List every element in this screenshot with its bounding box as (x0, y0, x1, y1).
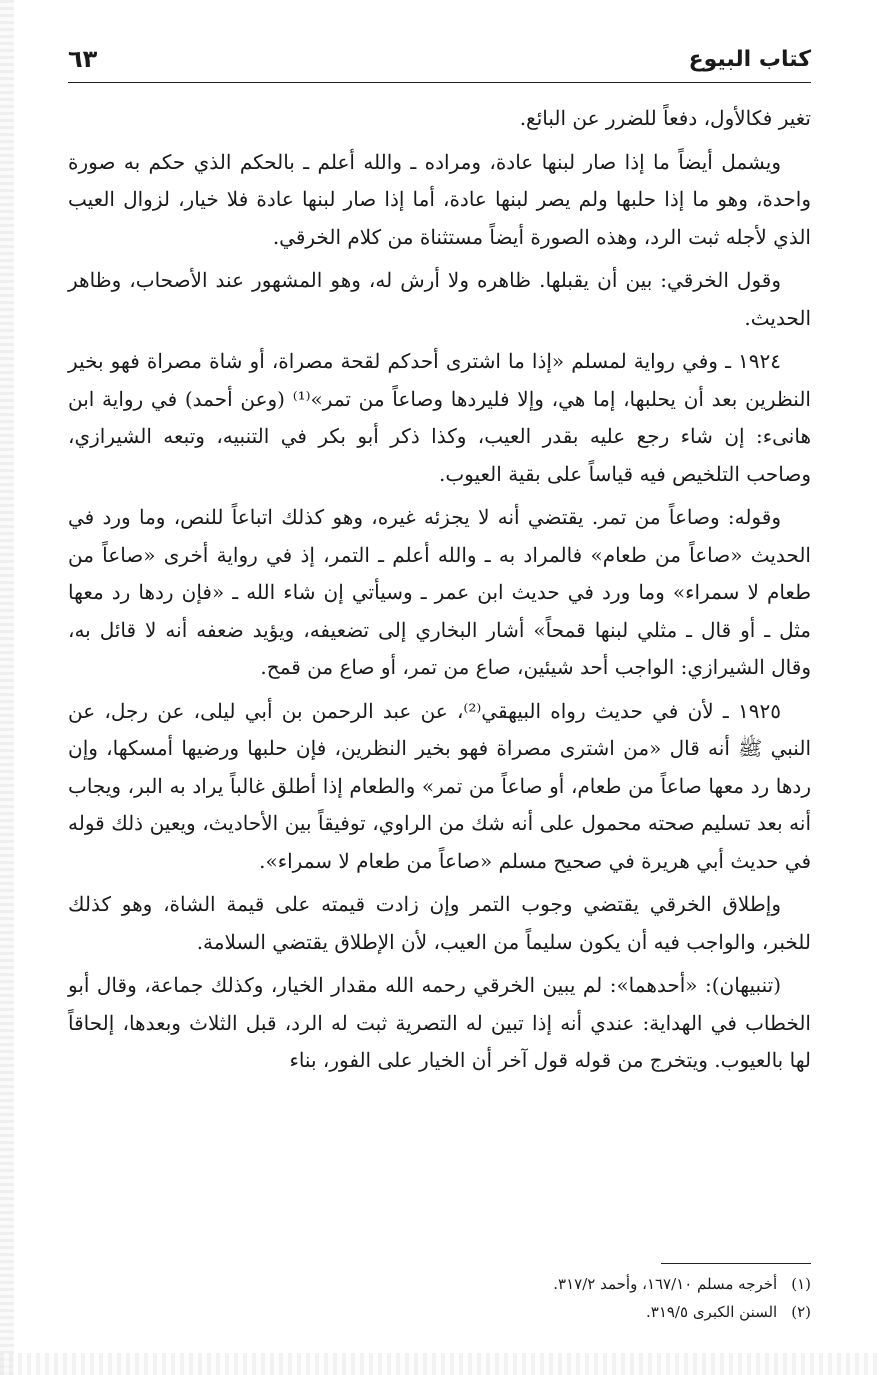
running-title: كتاب البيوع (688, 46, 811, 72)
footnote-item (68, 1298, 811, 1326)
paragraph: وقول الخرقي: بين أن يقبلها. ظاهره ولا أرش له، وهو المشهور عند الأصحاب، وظاهر الحديث. (68, 268, 811, 330)
paragraph: وقوله: وصاعاً من تمر. يقتضي أنه لا يجزئه غيره، وهو كذلك اتباعاً للنص، وما ورد في الحديث «صاعاً من طعام» فالمراد به ـ والله أعلم ـ التمر، إذ في رواية أخرى «صاعاً من طعام لا سمراء» وما ورد في حديث ابن عمر ـ وسيأتي إن شاء الله ـ «فإن ردها رد معها مثل ـ أو قال ـ مثلي لبنها قمحاً» أشار البخاري إلى تضعيفه، ويؤيد ضعفه أنه لا قائل به، وقال الشيرازي: الواجب أحد شيئين، صاع من تمر، أو صاع من قمح. (68, 505, 811, 679)
page-number: ٦٣ (68, 45, 98, 73)
footnote-item (68, 1270, 811, 1298)
scan-edge-artifact (0, 0, 14, 1375)
footnote-text: أخرجه مسلم ١٦٧/١٠، وأحمد ٣١٧/٢. (553, 1275, 778, 1293)
footnote-text: السنن الكبرى ٣١٩/٥. (645, 1303, 778, 1321)
paragraph: تغير فكالأول، دفعاً للضرر عن البائع. (519, 106, 811, 130)
paragraph: ١٩٢٤ ـ وفي رواية لمسلم «إذا ما اشترى أحدكم لقحة مصراة، أو شاة مصراة فهو بخير النظرين بعد أن يحلبها، إما هي، وإلا فليردها وصاعاً من تمر»⁽¹⁾ (وعن أحمد) في رواية ابن هانىء: إن شاء رجع عليه بقدر العيب، وكذا ذكر أبو بكر في التنبيه، وتبعه الشيرازي، وصاحب التلخيص فيه قياساً على بقية العيوب. (68, 349, 811, 486)
main-text (68, 100, 811, 1086)
footnote-marker: (٢) (791, 1303, 811, 1321)
page-header (68, 36, 811, 83)
footnote-divider (661, 1263, 811, 1264)
paragraph: ويشمل أيضاً ما إذا صار لبنها عادة، ومراده ـ والله أعلم ـ بالحكم الذي حكم به صورة واحدة، وهو ما إذا حلبها ولم يصر لبنها عادة، أما إذا صار لبنها عادة فلا خيار، لزوال العيب الذي لأجله ثبت الرد، وهذه الصورة أيضاً مستثناة من كلام الخرقي. (68, 149, 811, 249)
paragraph: (تنبيهان): «أحدهما»: لم يبين الخرقي رحمه الله مقدار الخيار، وكذلك جماعة، وقال أبو الخطاب في الهداية: عندي أنه إذا تبين له التصرية ثبت له الرد، قبل الثلاث وبعدها، إلحاقاً لها بالعيوب. ويتخرج من قوله قول آخر أن الخيار على الفور، بناء (68, 973, 811, 1072)
paragraph: ١٩٢٥ ـ لأن في حديث رواه البيهقي⁽²⁾، عن عبد الرحمن بن أبي ليلى، عن رجل، عن النبي ﷺ أنه قال «من اشترى مصراة فهو بخير النظرين، فإن حلبها ورضيها أمسكها، وإن ردها رد معها صاعاً من طعام، أو صاعاً من تمر» والطعام إذا أطلق غالباً يراد به البر، ويجاب أنه بعد تسليم صحته محمول على أنه شك من الراوي، توفيقاً بين الأحاديث، ويعين ذلك قوله في حديث أبي هريرة في صحيح مسلم «صاعاً من طعام لا سمراء». (68, 698, 811, 873)
footnote-marker: (١) (791, 1275, 811, 1293)
footnotes (68, 1263, 811, 1326)
scan-bottom-artifact (0, 1353, 879, 1375)
paragraph: وإطلاق الخرقي يقتضي وجوب التمر وإن زادت قيمته على قيمة الشاة، وهو كذلك للخبر، والواجب فيه أن يكون سليماً من العيب، لأن الإطلاق يقتضي السلامة. (68, 892, 811, 954)
